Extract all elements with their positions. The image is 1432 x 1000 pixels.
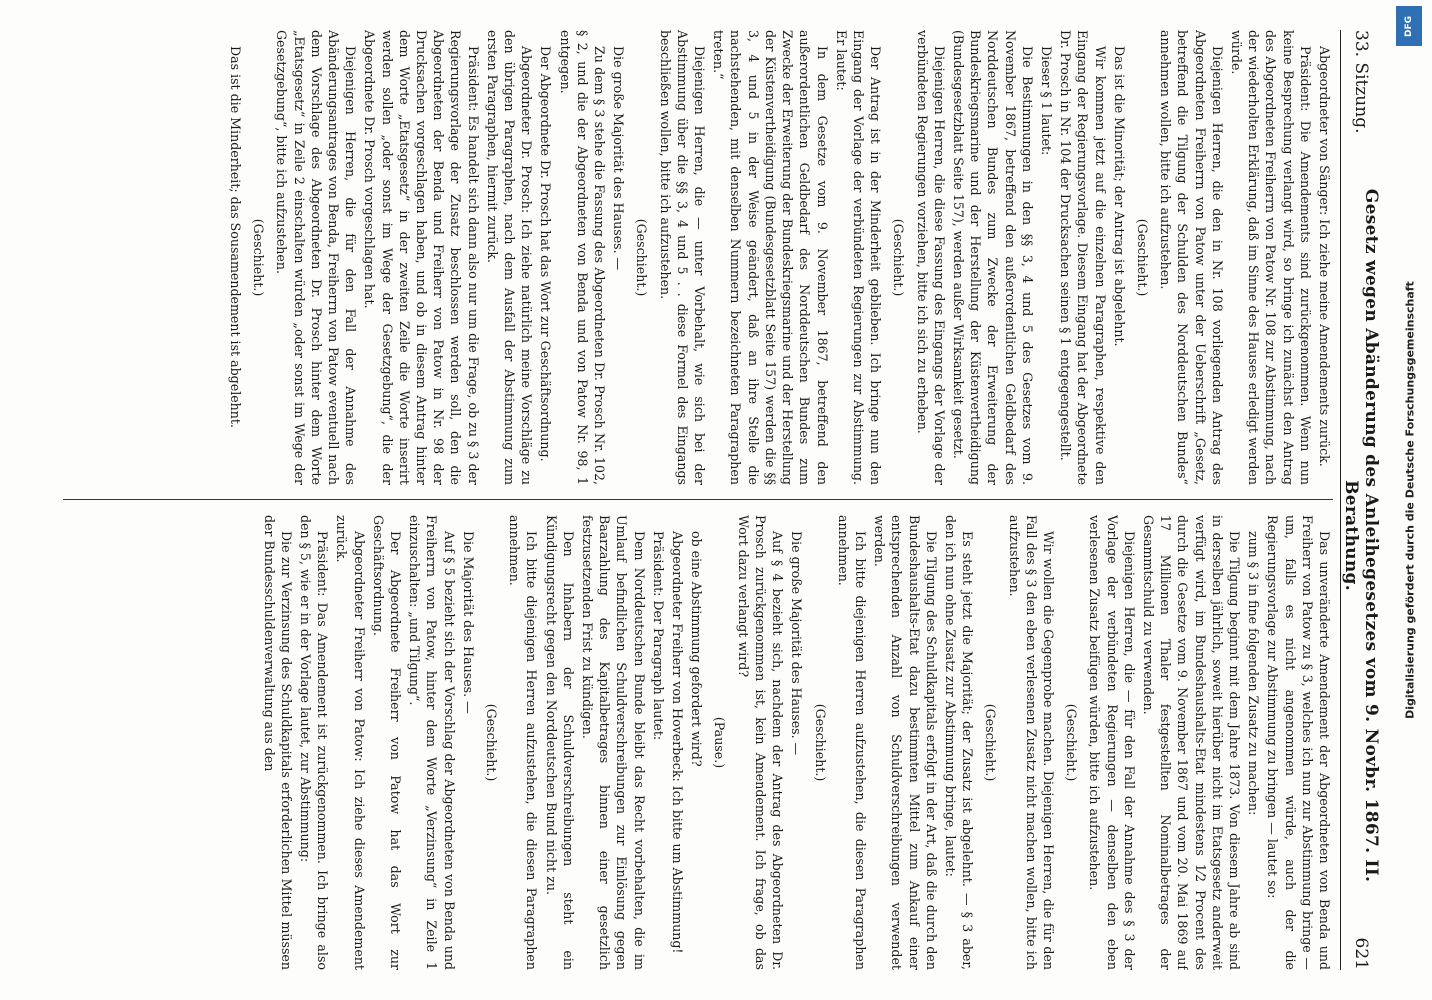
paragraph: Die Bestimmungen in den §§ 3, 4 und 5 des Gesetzes vom 9. November 1867, betreffend den außerordentlichen Geldbedarf des Norddeutschen Bundes zum Zwecke der Erweiterung der Bundeskriegsmarine und der Herstellung der Küstenvertheidigung (Bundesgesetzblatt Seite 157), werden außer Wirksamkeit gesetzt.: [950, 30, 1035, 485]
paragraph: Dem Norddeutschen Bunde bleibt das Recht vorbehalten, die im Umlauf befindlichen Schuldverschreibungen zur Einlösung gegen Baarzahlung des Kapitalbetrages binnen einer gesetzlich festzusetzenden Frist zu kündigen.: [580, 515, 647, 970]
paragraph: Diejenigen Herren, die — unter Vorbehalt, wie sich bei der Abstimmung über die §§ 3, 4 und 5 . . diese Formel des Eingangs beschließen wollen, bitte ich aufzustehen.: [657, 30, 708, 485]
paragraph: Abgeordneter Freiherr von Patow: Ich ziehe dieses Amendement zurück.: [334, 515, 367, 970]
paragraph: (Geschieht.): [812, 703, 828, 782]
page-number: 621: [1351, 937, 1371, 970]
paragraph: (Geschieht.): [251, 218, 267, 297]
paragraph: Der Abgeordnete Dr. Prosch hat das Wort zur Geschäftsordnung.: [538, 46, 554, 462]
paragraph: Das ist die Minderheit; das Sousamendement ist abgelehnt.: [228, 46, 244, 428]
right-column: [63, 515, 1333, 970]
paragraph: Das ist die Minorität; der Antrag ist abgelehnt.: [1111, 46, 1127, 347]
paragraph: Es steht jetzt die Majorität; der Zusatz ist abgelehnt. — § 3 aber, den ich nun ohne Zusatz zur Abstimmung bringe, lautet:: [942, 515, 976, 970]
paragraph: Ich bitte diejenigen Herren aufzustehen, die diesen Paragraphen annehmen.: [835, 515, 868, 970]
text-columns: [63, 30, 1333, 970]
paragraph: Die Tilgung beginnt mit dem Jahre 1873. Von diesem Jahre ab sind in derselben jährlich, soweit hierüber nicht im Etatsgesetz anderweit verfügt wird, im Bundeshaushalts-Etat mindestens 1⁄2 Procent des durch die Gesetze vom 9. November 1867 und vom 20. Mai 1869 auf 17 Millionen Thaler festgestellten Nominalbetrages der Gesammtschuld zu verwenden.: [1140, 515, 1242, 970]
paragraph: Präsident: Die Amendements sind zurückgenommen. Wenn nun keine Besprechung verlangt wird, so bringe ich zunächst den Antrag des Abgeordneten Freiherrn von Patow Nr. 108 zur Abstimmung, nach der wiederholten Erklärung, daß im Sinne des Hauses erledigt werden würde.: [1228, 30, 1313, 485]
paragraph: Diejenigen Herren, die diese Fassung des Eingangs der Vorlage der verbündeten Regierungen vorziehen, bitte ich sich zu erheben.: [914, 30, 947, 485]
credit-text: Digitalisierung gefördert durch die Deutsche Forschungsgemeinschaft: [1403, 281, 1417, 719]
paragraph: Diejenigen Herren, die den in Nr. 108 vorliegenden Antrag des Abgeordneten Freiherrn von Patow unter der Ueberschrift „Gesetz, betreffend die Tilgung der Schulden des Norddeutschen Bundes“ annehmen wollen, bitte ich aufzustehen.: [1158, 30, 1225, 485]
paragraph: Der Abgeordnete Freiherr von Patow hat das Wort zur Geschäftsordnung.: [370, 515, 404, 970]
paragraph: Diejenigen Herren, die — für den Fall der Annahme des § 3 der Vorlage der verbündeten Regierungen — denselben den eben verlesenen Zusatz beifügen würden, bitte ich aufzustehen.: [1087, 515, 1137, 970]
paragraph: (Geschieht.): [983, 703, 999, 782]
session-label: 33. Sitzung.: [1351, 30, 1371, 134]
paragraph: Die große Majorität des Hauses. —: [611, 46, 627, 271]
paragraph: (Geschieht.): [484, 703, 500, 782]
paragraph: Präsident: Das Amendement ist zurückgenommen. Ich bringe also den § 5, wie er in der Vorlage lautet, zur Abstimmung:: [298, 515, 331, 970]
paragraph: Wir kommen jetzt auf die einzelnen Paragraphen, respektive den Eingang der Regierungsvorlage. Diesem Eingang hat der Abgeordnete Dr. Prosch in Nr. 104 der Drucksachen seinen § 1 entgegengestellt.: [1058, 30, 1108, 485]
paragraph: zum § 3 in fine folgenden Zusatz zu machen:: [1246, 531, 1262, 816]
paragraph: ob eine Abstimmung gefordert wird?: [689, 531, 705, 767]
paragraph: Die große Majorität des Hauses. —: [789, 531, 805, 756]
paragraph: (Pause.): [712, 716, 728, 769]
paragraph: Der Antrag ist in der Minderheit geblieben. Ich bringe nun den Eingang der Vorlage der verbündeten Regierungen zur Abstimmung. Er lautet:: [833, 30, 884, 485]
rotated-page-content: [51, 30, 1381, 970]
dfg-logo: DFG: [1396, 6, 1422, 46]
paragraph: In dem Gesetze vom 9. November 1867, betreffend den außerordentlichen Geldbedarf des Norddeutschen Bundes zum Zwecke der Erweiterung der Bundeskriegsmarine und der Herstellung der Küstenvertheidigung (Bundesgesetzblatt Seite 157) werden die §§ 3, 4 und 5 in der Weise geändert, daß an ihre Stelle die nachstehenden, mit denselben Nummern bezeichneten Paragraphen treten.“: [711, 30, 830, 485]
paragraph: Auf § 5 bezieht sich der Vorschlag der Abgeordneten von Benda und Freiherrn von Patow, hinter dem Worte „Verzinsung“ in Zeile 1 einzuschalten: „und Tilgung“.: [407, 515, 457, 970]
column-divider: [63, 499, 1333, 500]
paragraph: Die zur Verzinsung des Schuldkapitals erforderlichen Mittel müssen der Bundesschuldenverwaltung aus den: [261, 515, 294, 970]
page-header: [1340, 30, 1381, 970]
paragraph: Abgeordneter Dr. Prosch: Ich ziehe natürlich meine Vorschläge zu den übrigen Paragraphen, nach dem Ausfall der Abstimmung zum ersten Paragraphen, hiermit zurück.: [484, 30, 535, 485]
paragraph: Präsident: Es handelt sich dann also nur um die Frage, ob zu § 3 der Regierungsvorlage der Zusatz beschlossen werden soll, den die Abgeordneten der Benda und Freiherr von Patow in Nr. 98 der Drucksachen vorgeschlagen haben, und ob in diesem Antrag hinter dem Worte „Etatsgesetz“ in der zweiten Zeile die Worte inserirt werden sollen „oder sonst im Wege der Gesetzgebung“, die der Abgeordnete Dr. Prosch vorgeschlagen hat.: [362, 30, 481, 485]
paragraph: Das unveränderte Amendement der Abgeordneten von Benda und Freiherr von Patow zu § 3, welches ich nun zur Abstimmung bringe — um, falls es nicht angenommen würde, auch der die Regierungsvorlage zur Abstimmung zu bringen — lautet so:: [1265, 515, 1332, 970]
digitization-credit: [1388, 0, 1432, 1000]
paragraph: (Geschieht.): [1134, 218, 1150, 297]
paragraph: Dieser § 1 lautet:: [1038, 46, 1054, 156]
left-column: [63, 30, 1333, 485]
paragraph: (Geschieht.): [891, 218, 907, 297]
paragraph: Ich bitte diejenigen Herren aufzustehen, die diesen Paragraphen annehmen.: [507, 515, 540, 970]
paragraph: Die Tilgung des Schuldkapitals erfolgt in der Art, daß die durch den Bundeshaushalts-Etat dazu bestimmten Mittel zum Ankauf einer entsprechenden Anzahl von Schuldverschreibungen verwendet werden.: [872, 515, 939, 970]
paragraph: Auf § 4 bezieht sich, nachdem der Antrag des Abgeordneten Dr. Prosch zurückgenommen ist, kein Amendement. Ich frage, ob das Wort dazu verlangt wird?: [735, 515, 786, 970]
paragraph: Zu dem § 3 stehe die Fassung des Abgeordneten Dr. Prosch Nr. 102, § 2, und die der Abgeordneten von Benda und von Patow Nr. 98, 1 entgegen.: [557, 30, 608, 485]
paragraph: Diejenigen Herren, die für den Fall der Annahme des Abänderungsantrages von Benda, Freiherrn von Patow eventuell nach dem Vorschlage des Abgeordneten Dr. Prosch hinter dem Worte „Etatsgesetz“ in Zeile 2 einschalten würden „oder sonst im Wege der Gesetzgebung“, bitte ich aufzustehen.: [274, 30, 359, 485]
paragraph: Die Majorität des Hauses. —: [460, 531, 476, 714]
paragraph: Wir wollen die Gegenprobe machen. Diejenigen Herren, die für den Fall des § 3 den eben verlesenen Zusatz nicht machen wollen, bitte ich aufzustehen.: [1006, 515, 1056, 970]
running-title: Gesetz wegen Abänderung des Anleihegesetzes vom 9. Novbr. 1867. II. Berathung.: [1341, 188, 1381, 883]
paragraph: (Geschieht.): [634, 218, 650, 297]
paragraph: Abgeordneter von Sänger: Ich ziehe meine Amendements zurück.: [1317, 46, 1332, 467]
paragraph: Abgeordneter Freiherr von Hoverbeck: Ich bitte um Abstimmung!: [670, 531, 686, 954]
paragraph: Den Inhabern der Schuldverschreibungen steht ein Kündigungsrecht gegen den Norddeutschen Bund nicht zu.: [543, 515, 576, 970]
paragraph: Präsident: Der Paragraph lautet:: [650, 531, 666, 741]
paragraph: (Geschieht.): [1064, 703, 1080, 782]
